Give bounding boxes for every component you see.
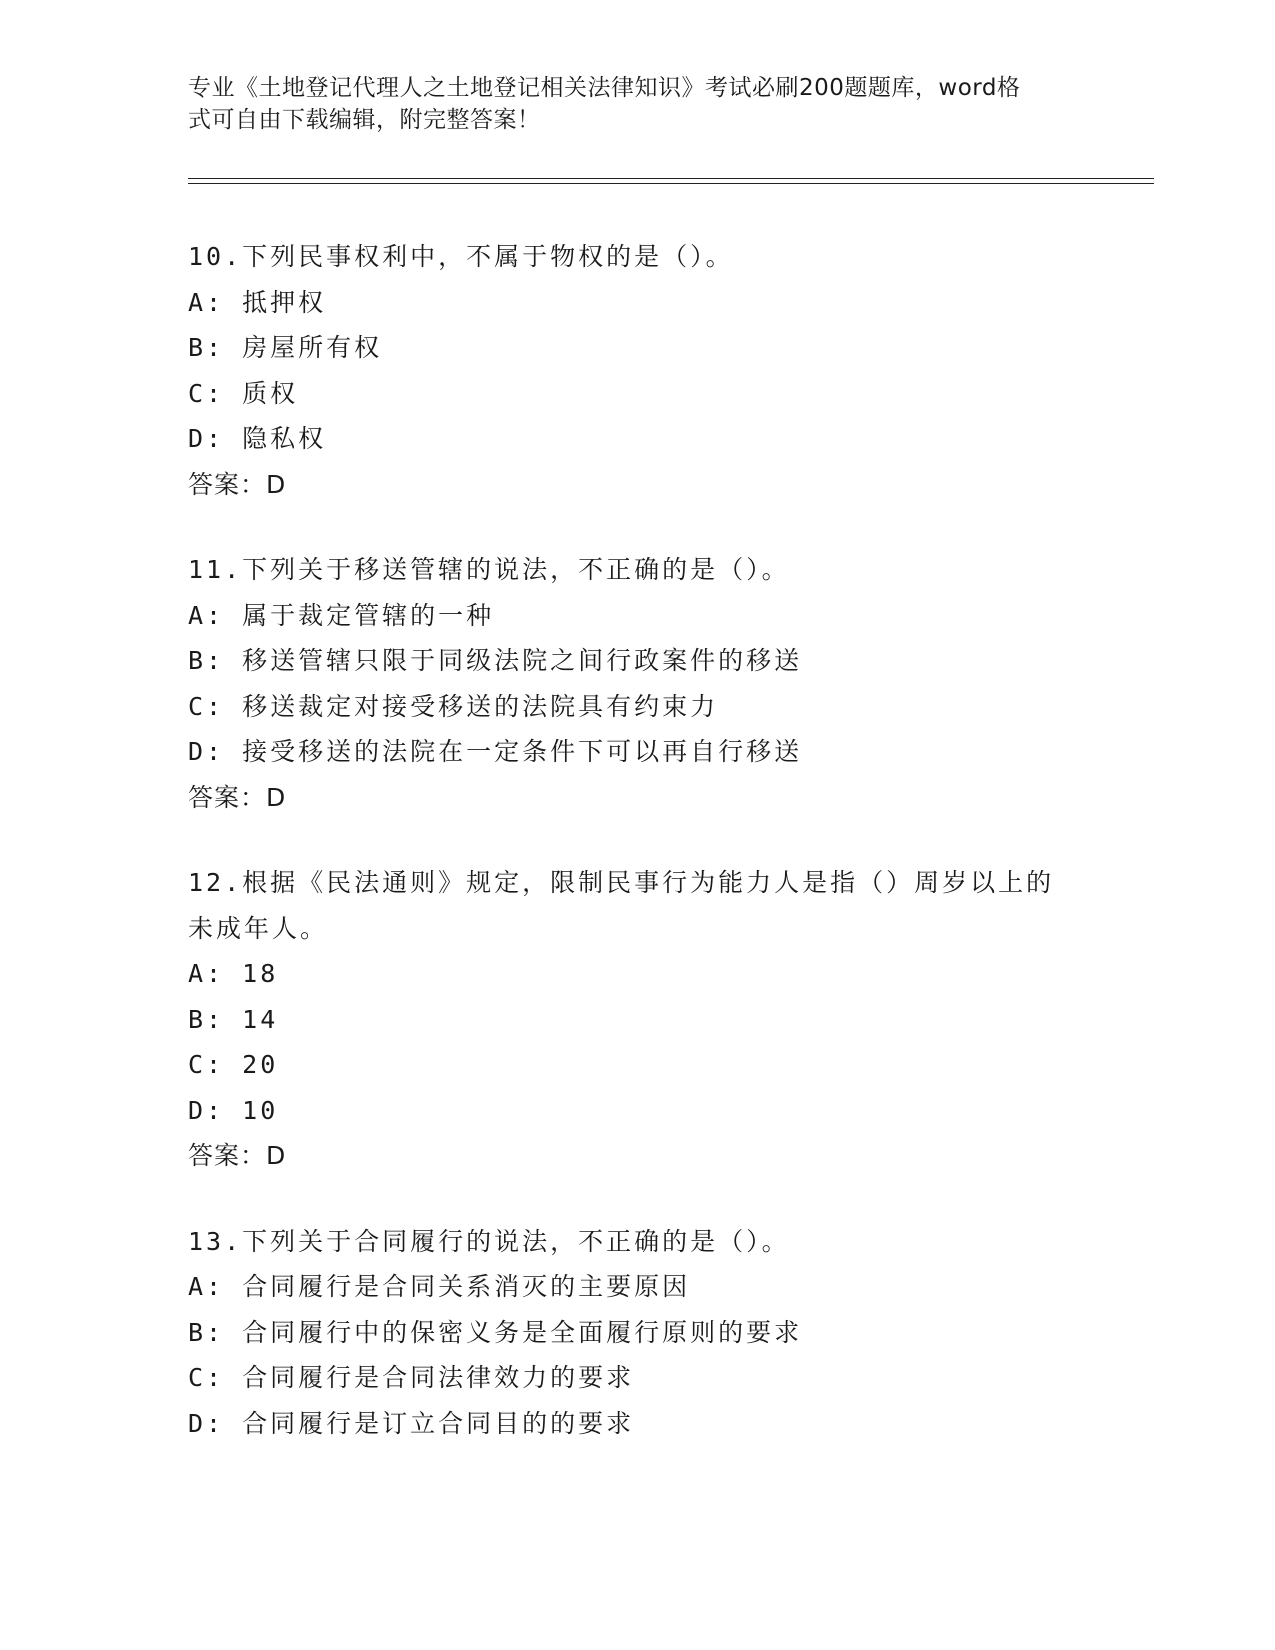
option-a: A: 属于裁定管辖的一种 [188,600,495,630]
option-a: A: 抵押权 [188,287,327,317]
question-11 [188,547,1088,820]
option-a: A: 合同履行是合同关系消灭的主要原因 [188,1272,691,1301]
option-b: B: 房屋所有权 [188,333,383,362]
document-header [188,72,1068,136]
option-d: D: 隐私权 [188,424,327,453]
option-b: B: 合同履行中的保密义务是全面履行原则的要求 [188,1317,803,1347]
question-stem: 13.下列关于合同履行的说法，不正确的是（）。 [188,1226,790,1256]
option-c: C: 20 [188,1050,279,1079]
option-a: A: 18 [188,959,279,988]
answer: 答案：D [188,1141,287,1170]
option-b: B: 移送管辖只限于同级法院之间行政案件的移送 [188,646,803,675]
question-stem: 11.下列关于移送管辖的说法，不正确的是（）。 [188,555,790,584]
answer: 答案：D [188,782,287,812]
question-list [188,234,1088,1486]
header-divider-top [188,178,1154,179]
option-c: C: 合同履行是合同法律效力的要求 [188,1363,635,1392]
option-d: D: 合同履行是订立合同目的的要求 [188,1408,635,1438]
question-stem: 12.根据《民法通则》规定，限制民事行为能力人是指（）周岁以上的 [188,868,1055,897]
question-12 [188,860,1088,1179]
question-stem-continued: 未成年人。 [188,913,329,943]
option-d: D: 接受移送的法院在一定条件下可以再自行移送 [188,737,803,766]
answer: 答案：D [188,469,287,499]
option-d: D: 10 [188,1095,279,1125]
header-divider-bottom [188,183,1154,184]
question-13 [188,1219,1088,1447]
option-b: B: 14 [188,1004,279,1034]
question-stem: 10.下列民事权利中，不属于物权的是（）。 [188,242,734,271]
option-c: C: 移送裁定对接受移送的法院具有约束力 [188,691,719,721]
option-c: C: 质权 [188,378,299,408]
header-line-2: 式可自由下载编辑，附完整答案！ [188,107,541,133]
header-line-1: 专业《土地登记代理人之土地登记相关法律知识》考试必刷200题题库，word格 [188,75,1021,101]
question-10 [188,234,1088,507]
